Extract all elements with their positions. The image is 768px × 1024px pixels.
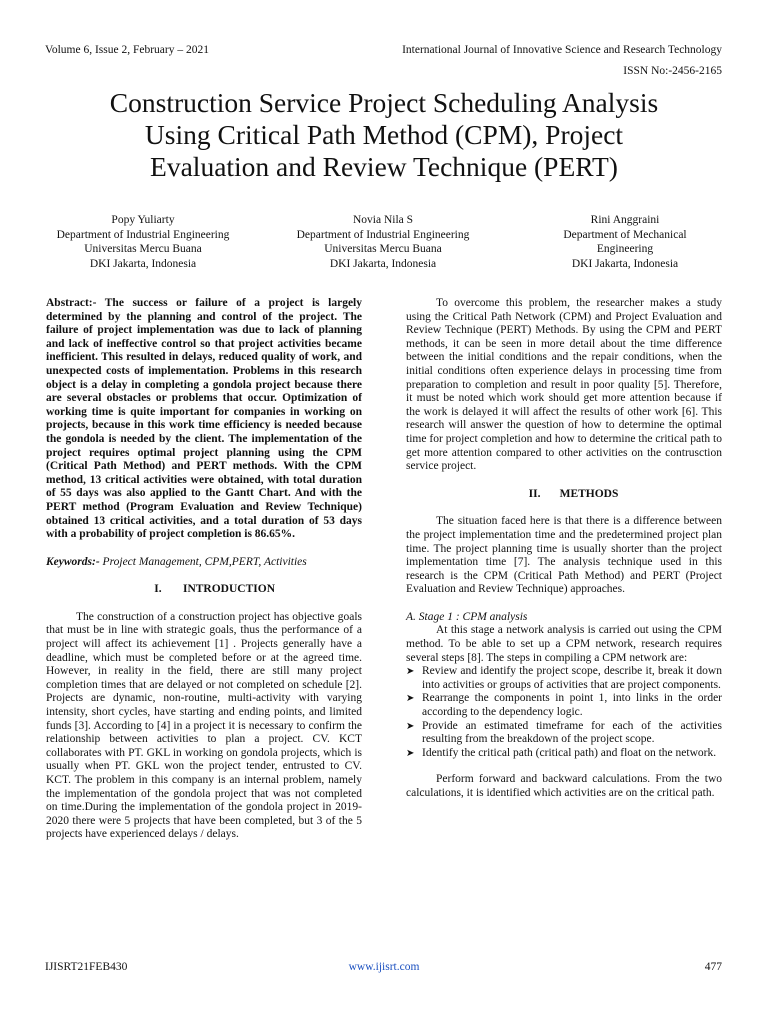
abstract: Abstract:- The success or failure of a project is largely determined by the planning and control of the project. The failure of project implementation was due to lack of planning and lack of ineffective control so that project activities became inefficient. This resulted in delays, reduced quality of work, and unexpected costs of implementation. Problems in this research object is a delay in completing a gondola project because there are several obstacles or problems that occur. Optimization of working time is quite important for companies in working on projects, because in this work time efficiency is needed because the gondola is needed by the client. The implementation of the project requires optimal project planning using the CPM (Critical Path Method) and PERT methods. With the CPM method, 13 critical activities were obtained, with total duration of 55 days was also applied to the Gantt Chart. And with the PERT method (Program Evaluation and Review Technique) obtained 13 critical activities, and a total duration of 53 days with a probability of project completion is 86.65%.	[46, 297, 362, 541]
stage1-paragraph: At this stage a network analysis is carried out using the CPM method. To be able to set up a CPM network, research requires several steps [8]. The steps in compiling a CPM network are:	[406, 624, 722, 664]
keywords-text: Project Management, CPM,PERT, Activities	[99, 555, 307, 568]
intro-continuation-paragraph: To overcome this problem, the researcher makes a study using the Critical Path Network (CPM) and Project Evaluation and Review Technique (PERT) Methods. By using the CPM and PERT methods, it can be seen in more detail about the time difference between the initial conditions and the repair conditions, when the initial conditions often experience delays in processing time from preparation to completion and result in poor quality [5]. Therefore, it must be noted which work should get more attention because if the work is delayed it will affect the results of other work [6]. This research will answer the question of how to determine the optimal time for project completion and how to determine the critical path to get more attention compared to other activities on the contrusction service project.	[406, 297, 722, 473]
methods-paragraph: The situation faced here is that there is a difference between the project implementation time and the predetermined project plan time. The project planning time is usually shorter than the project implementation time [7]. The analysis technique used in this research is the CPM (Critical Path Method) and PERT (Project Evaluation and Review Technique) approaches.	[406, 515, 722, 596]
author-loc: DKI Jakarta, Indonesia	[571, 257, 679, 270]
section-title: METHODS	[559, 487, 619, 500]
section-title: INTRODUCTION	[182, 583, 275, 596]
author-univ: Universitas Mercu Buana	[84, 243, 202, 255]
title-line: Evaluation and Review Technique (PERT)	[150, 151, 618, 182]
closing-paragraph: Perform forward and backward calculations. From the two calculations, it is identified which activities are on the critical path.	[406, 773, 722, 799]
section-heading	[406, 488, 722, 502]
arrow-bullet-icon: ➤	[406, 666, 415, 678]
steps-list	[406, 665, 722, 760]
arrow-bullet-icon: ➤	[406, 747, 415, 759]
author-dept: Department of Industrial Engineering	[56, 228, 230, 241]
volume-info: Volume 6, Issue 2, February – 2021	[45, 44, 209, 56]
paper-title	[40, 87, 728, 183]
author-block	[510, 213, 740, 271]
author-dept: Department of Mechanical	[563, 228, 687, 241]
journal-name: International Journal of Innovative Science and Research Technology	[402, 44, 722, 56]
list-item	[406, 720, 722, 747]
page-number: 477	[704, 961, 722, 973]
author-name: Popy Yuliarty	[111, 214, 175, 226]
arrow-bullet-icon: ➤	[406, 693, 415, 705]
arrow-bullet-icon: ➤	[406, 720, 415, 732]
keywords-label: Keywords:-	[46, 555, 100, 568]
author-block	[28, 213, 258, 271]
subsection-heading: A. Stage 1 : CPM analysis	[406, 610, 528, 623]
section-heading	[46, 583, 362, 597]
section-number: II.	[528, 487, 541, 500]
issn: ISSN No:-2456-2165	[623, 65, 722, 77]
author-name: Novia Nila S	[352, 214, 414, 226]
list-item-text: Provide an estimated timeframe for each of the activities resulting from the breakdown of the project scope.	[422, 719, 722, 746]
author-block	[268, 213, 498, 271]
list-item-text: Rearrange the components in point 1, into links in the order according to the dependency logic.	[422, 692, 722, 719]
list-item-text: Review and identify the project scope, describe it, break it down into activities or groups of activities that are project components.	[422, 665, 722, 691]
author-univ: Universitas Mercu Buana	[324, 243, 442, 255]
author-univ: Engineering	[596, 243, 654, 255]
keywords	[46, 556, 362, 570]
list-item	[406, 747, 722, 761]
list-item	[406, 665, 722, 692]
title-line: Using Critical Path Method (CPM), Project	[144, 119, 624, 150]
list-item-text: Identify the critical path (critical path) and float on the network.	[422, 746, 717, 759]
author-name: Rini Anggraini	[590, 214, 660, 226]
author-loc: DKI Jakarta, Indonesia	[89, 257, 197, 270]
list-item	[406, 692, 722, 719]
paper-code: IJISRT21FEB430	[45, 961, 128, 973]
left-column	[46, 297, 362, 842]
right-column	[406, 297, 722, 801]
author-dept: Department of Industrial Engineering	[296, 228, 470, 241]
section-number: I.	[154, 583, 162, 596]
introduction-paragraph: The construction of a construction project has objective goals that must be in line with strategic goals, thus the performance of a project will affect its achievement [1] . Projects generally have a deadline, which must be completed before or at the agreed time. However, in reality in the field, there are still many project completion times that are delayed or not completed on schedule [2]. Projects are dynamic, non-routine, multi-activity with varying intensity, short cycles, have starting and ending points, and limited funds [3]. According to [4] in a project it is necessary to confirm the relationship between activities to plan a project. CV. KCT collaborates with PT. GKL in working on gondola projects, which is usually when PT. GKL won the project tender, entrusted to CV. KCT. The problem in this company is an internal problem, namely the implementation of the gondola project that was not completed on time.During the implementation of the gondola project in 2019-2020 there were 5 projects that have been completed, but 3 of the 5 projects have experienced delays / delays.	[46, 610, 362, 841]
author-loc: DKI Jakarta, Indonesia	[329, 257, 437, 270]
journal-url-link[interactable]: www.ijisrt.com	[348, 961, 420, 973]
title-line: Construction Service Project Scheduling Analysis	[109, 87, 659, 118]
